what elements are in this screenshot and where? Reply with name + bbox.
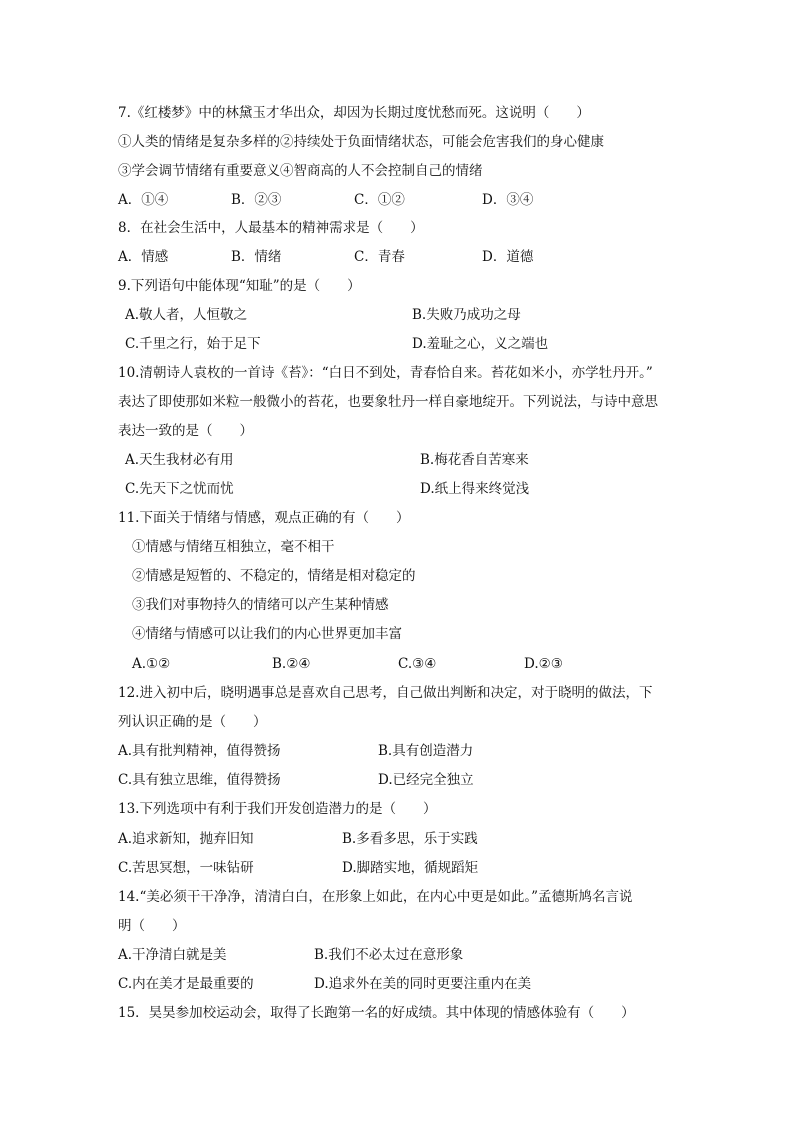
q13-option-d: D.脚踏实地，循规蹈矩 xyxy=(342,860,479,876)
q11-stem: 11.下面关于情绪与情感，观点正确的有（ ） xyxy=(118,510,410,526)
q7-option-b: B．②③ xyxy=(231,192,282,208)
q8-option-c: C．青春 xyxy=(354,249,405,265)
q12-option-d: D.已经完全独立 xyxy=(378,772,474,788)
q11-option-b: B.②④ xyxy=(272,656,311,672)
q10-option-d: D.纸上得来终觉浅 xyxy=(420,481,530,497)
q10-stem-line-2: 表达了即使那如米粒一般微小的苔花，也要象牡丹一样自豪地绽开。下列说法，与诗中意思 xyxy=(118,394,658,410)
q7-option-d: D．③④ xyxy=(482,192,534,208)
q11-statement-3: ③我们对事物持久的情绪可以产生某种情感 xyxy=(132,597,389,613)
q9-stem: 9.下列语句中能体现“知耻”的是（ ） xyxy=(118,278,361,294)
q8-stem: 8．在社会生活中，人最基本的精神需求是（ ） xyxy=(118,220,424,236)
q7-stem: 7.《红楼梦》中的林黛玉才华出众，却因为长期过度忧愁而死。这说明（ ） xyxy=(118,105,590,121)
q7-option-c: C．①② xyxy=(354,192,405,208)
q11-option-c: C.③④ xyxy=(398,656,437,672)
q7-statement-2: ③学会调节情绪有重要意义④智商高的人不会控制自己的情绪 xyxy=(118,163,483,179)
q14-option-b: B.我们不必太过在意形象 xyxy=(314,947,464,963)
q10-stem-line-1: 10.清朝诗人袁枚的一首诗《苔》：“白日不到处，青春恰自来。苔花如米小，亦学牡丹开。” xyxy=(118,365,653,381)
q9-option-c: C.千里之行，始于足下 xyxy=(125,336,261,352)
q13-stem: 13.下列选项中有利于我们开发创造潜力的是（ ） xyxy=(118,801,437,817)
q9-option-a: A.敬人者，人恒敬之 xyxy=(125,307,248,323)
q14-stem-line-2: 明（ ） xyxy=(118,918,186,934)
q11-option-d: D.②③ xyxy=(524,656,563,672)
q12-option-a: A.具有批判精神，值得赞扬 xyxy=(118,743,281,759)
q14-option-a: A.干净清白就是美 xyxy=(118,947,227,963)
q10-option-b: B.梅花香自苦寒来 xyxy=(420,452,529,468)
q11-statement-2: ②情感是短暂的、不稳定的，情绪是相对稳定的 xyxy=(132,568,416,584)
q11-option-a: A.①② xyxy=(132,656,171,672)
q14-option-d: D.追求外在美的同时更要注重内在美 xyxy=(314,976,532,992)
q13-option-a: A.追求新知，抛弃旧知 xyxy=(118,831,254,847)
q8-option-d: D．道德 xyxy=(482,249,534,265)
q13-option-b: B.多看多思，乐于实践 xyxy=(342,831,478,847)
q8-option-a: A．情感 xyxy=(118,249,169,265)
q10-option-a: A.天生我材必有用 xyxy=(125,452,234,468)
q14-option-c: C.内在美才是最重要的 xyxy=(118,976,254,992)
q12-option-b: B.具有创造潜力 xyxy=(378,743,474,759)
q8-option-b: B．情绪 xyxy=(231,249,282,265)
q14-stem-line-1: 14.“美必须干干净净，清清白白，在形象上如此，在内心中更是如此。”孟德斯鸠名言说 xyxy=(118,889,633,905)
q7-statement-1: ①人类的情绪是复杂多样的②持续处于负面情绪状态，可能会危害我们的身心健康 xyxy=(118,134,604,150)
q15-stem: 15．昊昊参加校运动会，取得了长跑第一名的好成绩。其中体现的情感体验有（ ） xyxy=(118,1005,635,1021)
q9-option-b: B.失败乃成功之母 xyxy=(412,307,521,323)
q7-option-a: A．①④ xyxy=(118,192,169,208)
q10-stem-line-3: 表达一致的是（ ） xyxy=(118,423,253,439)
q12-stem-line-2: 列认识正确的是（ ） xyxy=(118,714,267,730)
q9-option-d: D.羞耻之心，义之端也 xyxy=(412,336,549,352)
q12-stem-line-1: 12.进入初中后，晓明遇事总是喜欢自己思考，自己做出判断和决定，对于晓明的做法，下 xyxy=(118,685,653,701)
q12-option-c: C.具有独立思维，值得赞扬 xyxy=(118,772,281,788)
q11-statement-1: ①情感与情绪互相独立，毫不相干 xyxy=(132,539,335,555)
q13-option-c: C.苦思冥想，一味钻研 xyxy=(118,860,254,876)
q10-option-c: C.先天下之忧而忧 xyxy=(125,481,234,497)
q11-statement-4: ④情绪与情感可以让我们的内心世界更加丰富 xyxy=(132,626,402,642)
